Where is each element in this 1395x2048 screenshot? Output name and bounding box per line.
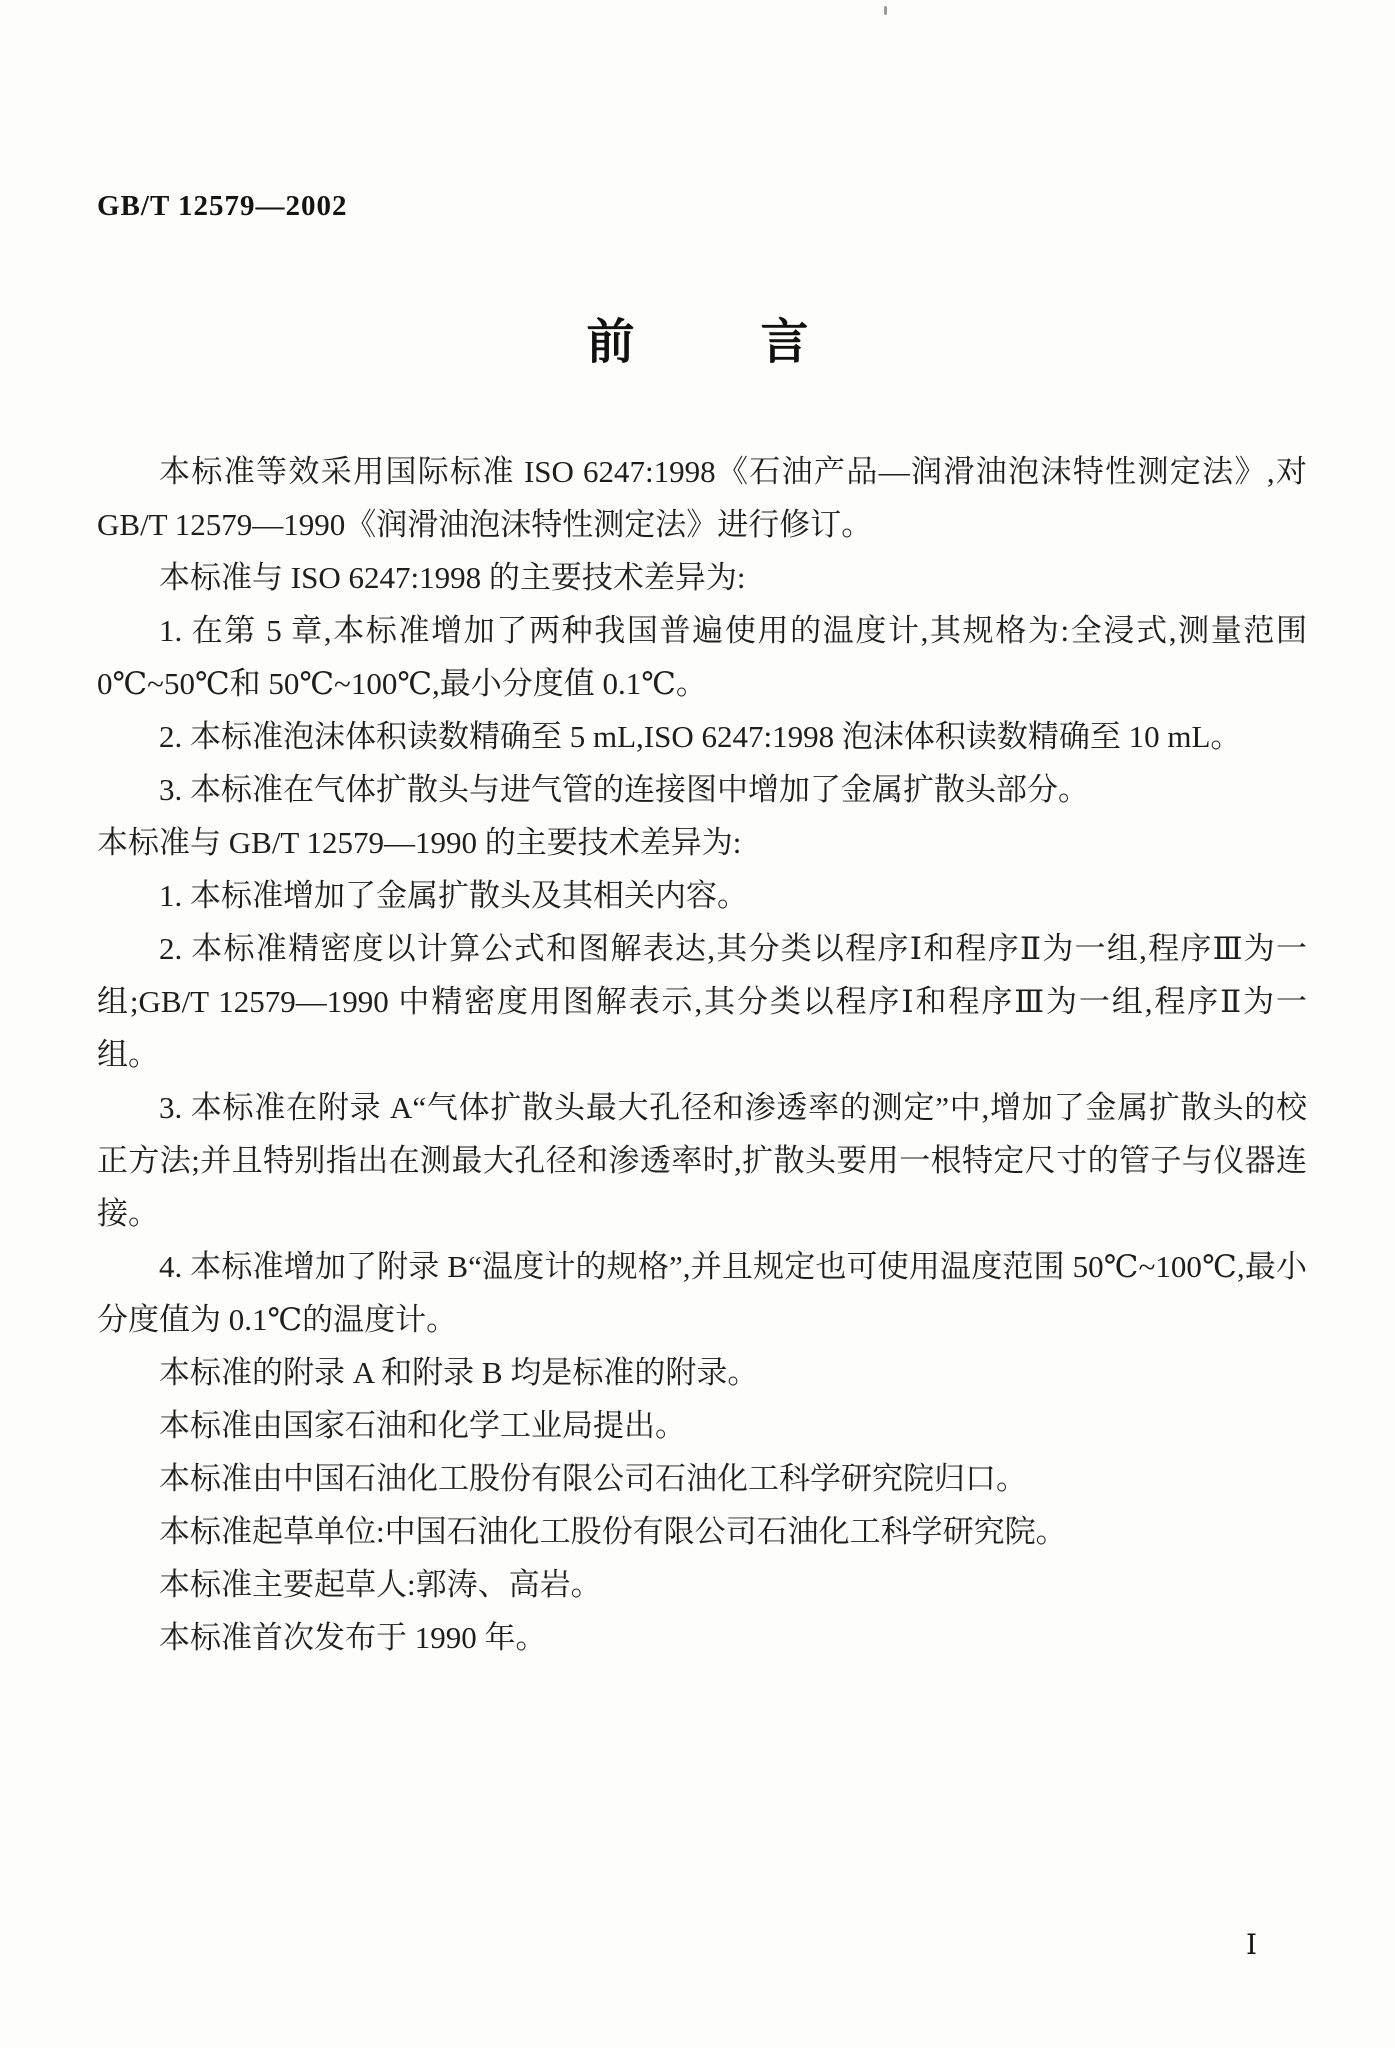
paragraph: 4. 本标准增加了附录 B“温度计的规格”,并且规定也可使用温度范围 50℃~100℃,最小分度值为 0.1℃的温度计。 — [97, 1249, 1307, 1337]
paragraph: 1. 在第 5 章,本标准增加了两种我国普遍使用的温度计,其规格为:全浸式,测量范围 0℃~50℃和 50℃~100℃,最小分度值 0.1℃。 — [97, 613, 1307, 701]
paragraph: 本标准与 GB/T 12579—1990 的主要技术差异为: — [97, 825, 742, 860]
paragraph: 本标准首次发布于 1990 年。 — [159, 1620, 547, 1655]
standard-number-header: GB/T 12579—2002 — [97, 190, 348, 222]
page-title — [0, 303, 1395, 372]
page-number: Ⅰ — [1246, 1930, 1258, 1961]
paragraph: 本标准由中国石油化工股份有限公司石油化工科学研究院归口。 — [159, 1461, 1027, 1496]
paragraph: 本标准等效采用国际标准 ISO 6247:1998《石油产品—润滑油泡沫特性测定法》,对 GB/T 12579—1990《润滑油泡沫特性测定法》进行修订。 — [97, 454, 1307, 542]
foreword-body — [97, 445, 1307, 1664]
title-char-qian: 前 — [586, 316, 635, 369]
paragraph: 本标准主要起草人:郭涛、高岩。 — [159, 1567, 602, 1602]
paragraph: 本标准的附录 A 和附录 B 均是标准的附录。 — [159, 1355, 759, 1390]
paragraph: 本标准由国家石油和化学工业局提出。 — [159, 1408, 686, 1443]
paragraph: 2. 本标准精密度以计算公式和图解表达,其分类以程序Ⅰ和程序Ⅱ为一组,程序Ⅲ为一组;GB/T 12579—1990 中精密度用图解表示,其分类以程序Ⅰ和程序Ⅲ为一组,程序Ⅱ为一组。 — [97, 931, 1307, 1072]
scan-speck — [884, 6, 887, 15]
paragraph: 本标准与 ISO 6247:1998 的主要技术差异为: — [159, 560, 746, 595]
paragraph: 3. 本标准在附录 A“气体扩散头最大孔径和渗透率的测定”中,增加了金属扩散头的校正方法;并且特别指出在测最大孔径和渗透率时,扩散头要用一根特定尺寸的管子与仪器连接。 — [97, 1090, 1307, 1231]
paragraph: 3. 本标准在气体扩散头与进气管的连接图中增加了金属扩散头部分。 — [159, 772, 1089, 807]
paragraph: 本标准起草单位:中国石油化工股份有限公司石油化工科学研究院。 — [159, 1514, 1067, 1549]
paragraph: 1. 本标准增加了金属扩散头及其相关内容。 — [159, 878, 748, 913]
paragraph: 2. 本标准泡沫体积读数精确至 5 mL,ISO 6247:1998 泡沫体积读数精确至 10 mL。 — [159, 719, 1242, 754]
title-char-yan: 言 — [760, 316, 809, 369]
